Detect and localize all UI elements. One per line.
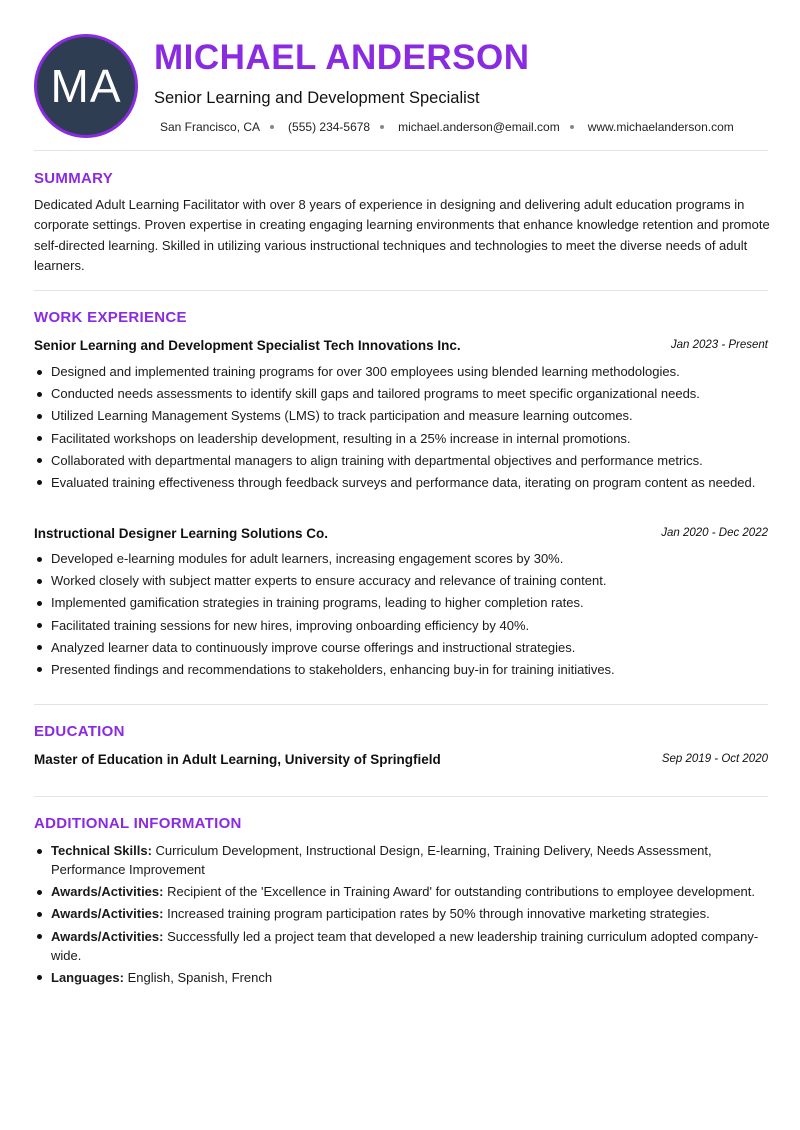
education-entry (34, 751, 768, 769)
additional-list (34, 841, 768, 990)
section-divider (34, 290, 768, 291)
list-item: Collaborated with departmental managers to align training with departmental objectives and performance metrics. (34, 451, 768, 470)
education-heading: EDUCATION (34, 723, 125, 740)
list-item (34, 882, 768, 901)
job-header (34, 337, 768, 355)
separator-dot-icon (570, 125, 574, 129)
additional-heading: ADDITIONAL INFORMATION (34, 815, 242, 832)
item-label: Awards/Activities: (51, 928, 164, 944)
education-dates: Sep 2019 - Oct 2020 (661, 753, 768, 765)
list-item: Facilitated workshops on leadership development, resulting in a 25% increase in internal promotions. (34, 429, 768, 448)
list-item: Designed and implemented training programs for over 300 employees using blended learning methodologies. (34, 362, 768, 381)
item-label: Awards/Activities: (51, 884, 164, 900)
list-item: Implemented gamification strategies in training programs, leading to higher completion rates. (34, 593, 768, 612)
job-dates: Jan 2023 - Present (670, 339, 768, 351)
item-label: Awards/Activities: (51, 906, 164, 922)
job-header (34, 525, 768, 543)
contact-phone: (555) 234-5678 (288, 120, 371, 134)
contact-email[interactable]: michael.anderson@email.com (398, 120, 560, 134)
resume-header (34, 34, 768, 138)
item-text: Curriculum Development, Instructional Design, E-learning, Training Delivery, Needs Assessment, Performance Improvement (51, 843, 712, 877)
contact-line (160, 120, 734, 134)
item-text: Increased training program participation rates by 50% through innovative marketing strategies. (163, 906, 710, 922)
education-degree: Master of Education in Adult Learning, University of Springfield (34, 752, 441, 767)
item-label: Technical Skills: (51, 843, 152, 858)
item-text: Successfully led a project team that developed a new leadership training curriculum adopted company-wide. (51, 928, 759, 963)
section-divider (34, 796, 768, 797)
avatar: MA (34, 34, 138, 138)
list-item: Utilized Learning Management Systems (LMS) to track participation and measure learning outcomes. (34, 406, 768, 425)
contact-website[interactable]: www.michaelanderson.com (587, 120, 734, 134)
job-bullets (34, 549, 768, 682)
summary-text: Dedicated Adult Learning Facilitator with over 8 years of experience in designing and delivering adult education programs in corporate settings. Proven expertise in creating engaging learning environments that enhance knowledge retention and promote self-directed learning. Skilled in utilizing various instructional techniques and technologies to meet the diverse needs of adult learners. (34, 197, 770, 273)
list-item: Analyzed learner data to continuously improve course offerings and instructional strategies. (34, 638, 768, 657)
candidate-title: Senior Learning and Development Specialist (154, 89, 480, 107)
item-text: Recipient of the 'Excellence in Training Award' for outstanding contributions to employee development. (163, 884, 755, 900)
list-item (34, 841, 768, 879)
item-text: English, Spanish, French (123, 969, 273, 985)
summary-heading: SUMMARY (34, 170, 114, 187)
list-item: Facilitated training sessions for new hires, improving onboarding efficiency by 40%. (34, 616, 768, 635)
separator-dot-icon (380, 125, 384, 129)
list-item: Worked closely with subject matter experts to ensure accuracy and relevance of training content. (34, 571, 768, 590)
contact-location: San Francisco, CA (160, 120, 261, 134)
separator-dot-icon (270, 125, 274, 129)
job-bullets (34, 362, 768, 495)
section-divider (34, 150, 768, 151)
list-item (34, 927, 768, 965)
experience-heading: WORK EXPERIENCE (34, 309, 187, 326)
list-item: Developed e-learning modules for adult learners, increasing engagement scores by 30%. (34, 549, 768, 568)
list-item: Evaluated training effectiveness through feedback surveys and performance data, iterating on program content as needed. (34, 473, 768, 492)
candidate-name: MICHAEL ANDERSON (154, 38, 530, 77)
list-item: Presented findings and recommendations to stakeholders, enhancing buy-in for training initiatives. (34, 660, 768, 679)
job-role: Senior Learning and Development Specialist Tech Innovations Inc. (34, 338, 461, 353)
job-role: Instructional Designer Learning Solutions Co. (34, 526, 329, 541)
job-dates: Jan 2020 - Dec 2022 (661, 527, 768, 539)
item-label: Languages: (51, 969, 124, 985)
list-item (34, 968, 768, 987)
list-item: Conducted needs assessments to identify skill gaps and tailored programs to meet specific organizational needs. (34, 384, 768, 403)
list-item (34, 904, 768, 923)
section-divider (34, 704, 768, 705)
